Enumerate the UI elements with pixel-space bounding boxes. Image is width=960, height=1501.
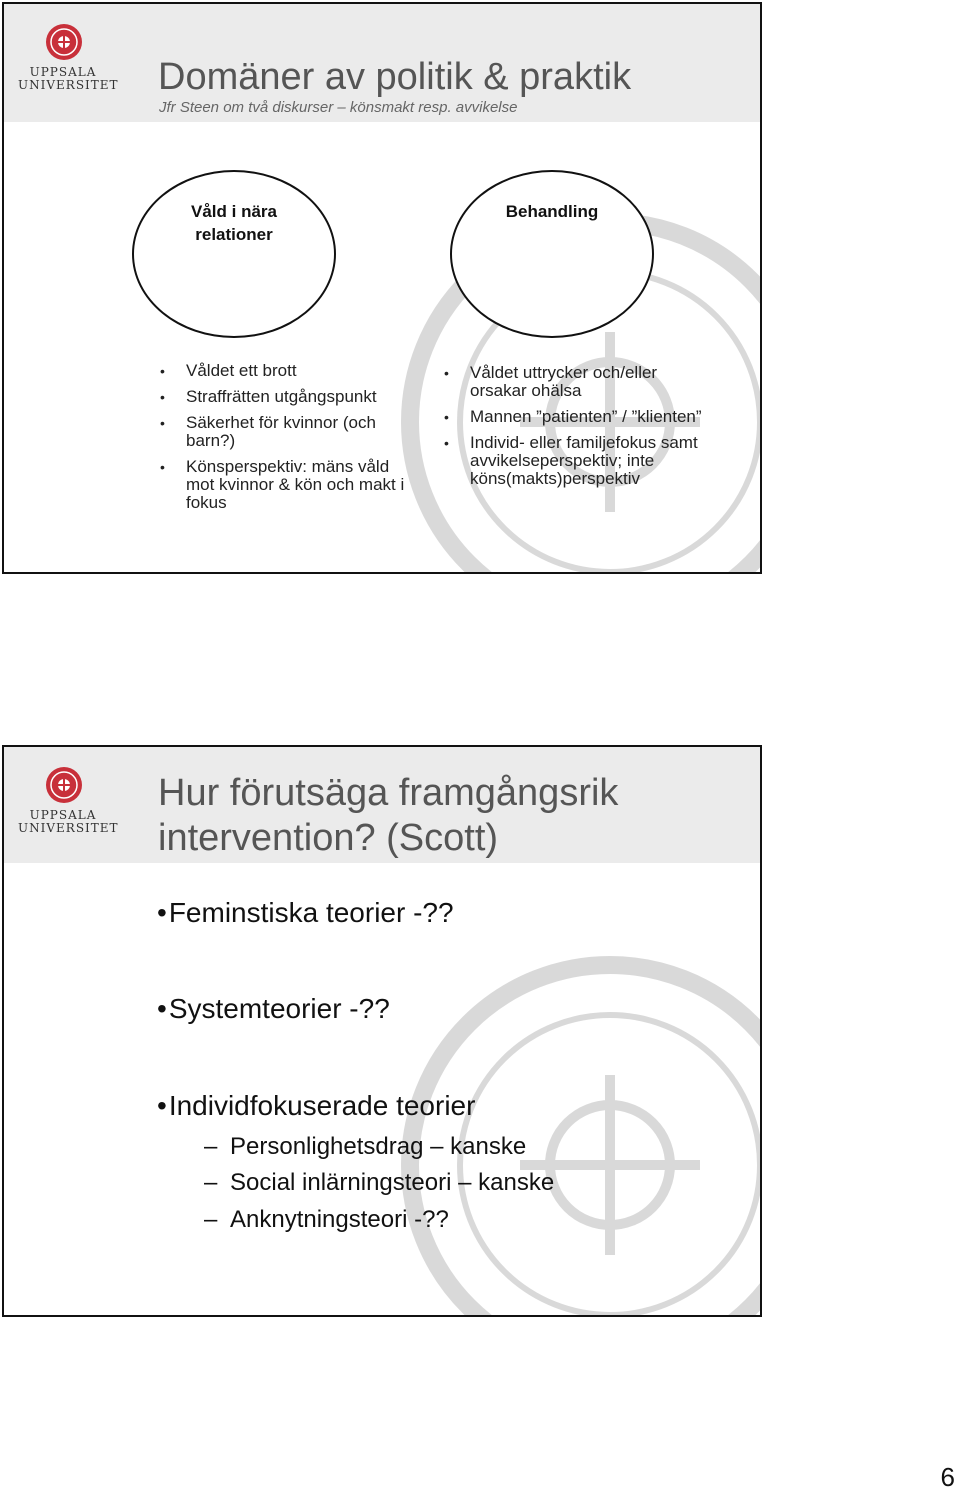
slide-title: Hur förutsäga framgångsrik intervention? (Scott): [158, 772, 619, 859]
logo-line-1: UPPSALA: [29, 65, 97, 79]
slide-1: [2, 2, 762, 574]
domain-circle-left: [132, 170, 336, 338]
list-item: [157, 897, 454, 929]
dash: –: [204, 1169, 218, 1196]
seal-icon: [44, 22, 84, 62]
sub-item-text: Anknytningsteori -??: [230, 1206, 449, 1233]
item-text: Systemteorier -??: [168, 993, 390, 1024]
sub-list-item: [204, 1169, 554, 1197]
list-item: • Våldet ett brott: [158, 362, 413, 380]
sub-list-item: [204, 1206, 449, 1234]
dash: –: [204, 1206, 218, 1233]
list-item: [157, 993, 390, 1025]
uppsala-logo: [18, 22, 119, 92]
slide-2: [2, 745, 762, 1317]
list-item: • Mannen ”patienten” / ”klienten”: [442, 408, 712, 426]
right-bullet-list: [442, 364, 712, 496]
list-item: • Straffrätten utgångspunkt: [158, 388, 413, 406]
list-item: • Våldet uttrycker och/eller orsakar ohälsa: [442, 364, 712, 400]
list-item: • Individ- eller familjefokus samt avvikelseperspektiv; inte köns(makts)perspektiv: [442, 434, 712, 488]
sub-list-item: [204, 1133, 526, 1161]
bullet: •: [157, 897, 167, 928]
item-text: Individfokuserade teorier: [168, 1090, 476, 1121]
list-item: • Säkerhet för kvinnor (och barn?): [158, 414, 413, 450]
item-text: Feminstiska teorier -??: [168, 897, 454, 928]
left-bullet-list: [158, 362, 413, 520]
slide-subtitle: Jfr Steen om två diskurser – könsmakt resp. avvikelse: [159, 99, 518, 116]
right-circle-line-1: Behandling: [505, 202, 599, 221]
right-circle-label: [450, 200, 654, 223]
domain-circle-right: [450, 170, 654, 338]
seal-icon: [44, 765, 84, 805]
slide-title: Domäner av politik & praktik: [158, 56, 632, 98]
left-circle-line-1: Våld i nära: [191, 202, 277, 221]
sub-item-text: Personlighetsdrag – kanske: [230, 1133, 527, 1160]
dash: –: [204, 1133, 218, 1160]
left-circle-label: [132, 200, 336, 246]
bullet: •: [157, 1090, 167, 1121]
logo-line-2: UNIVERSITET: [18, 821, 119, 835]
uppsala-logo: [18, 765, 119, 835]
logo-line-1: UPPSALA: [29, 808, 97, 822]
list-item: [157, 1090, 475, 1122]
left-circle-line-2: relationer: [195, 225, 273, 244]
page-number: 6: [940, 1462, 955, 1492]
bullet: •: [157, 993, 167, 1024]
logo-line-2: UNIVERSITET: [18, 78, 119, 92]
list-item: • Könsperspektiv: mäns våld mot kvinnor & kön och makt i fokus: [158, 458, 413, 512]
sub-item-text: Social inlärningsteori – kanske: [230, 1169, 555, 1196]
